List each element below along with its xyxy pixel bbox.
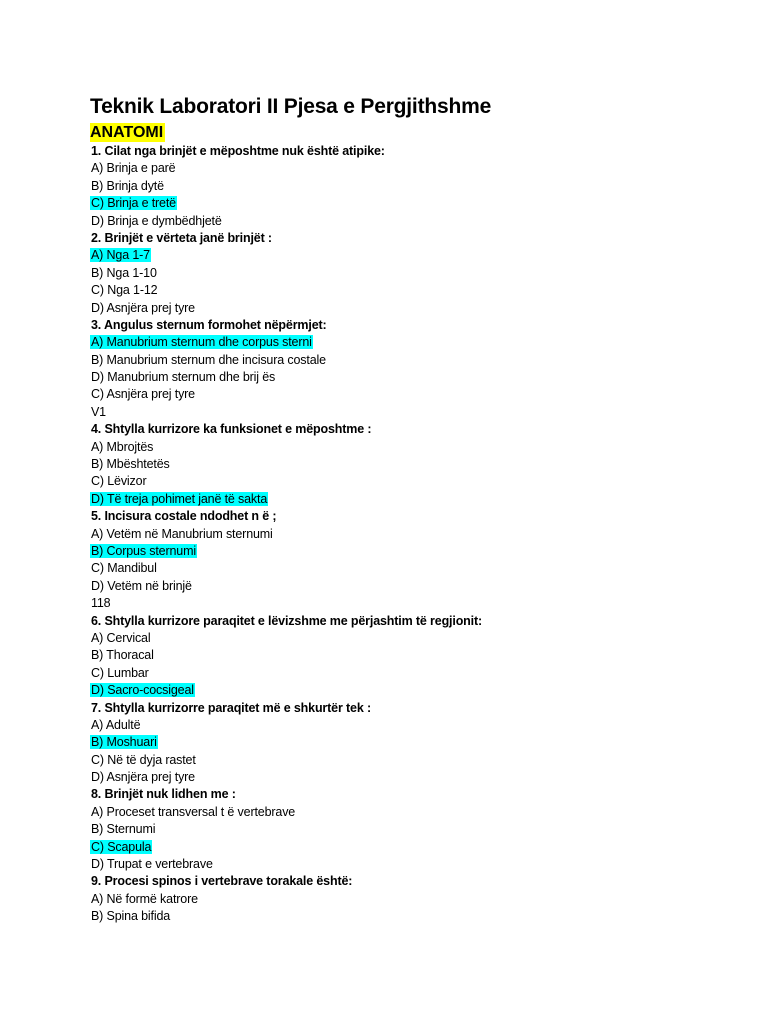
note-line xyxy=(90,404,730,421)
answer-option-text: B) Manubrium sternum dhe incisura costale xyxy=(91,352,326,367)
answer-option-text: A) Brinja e parë xyxy=(91,161,176,176)
question-line xyxy=(90,317,730,334)
answer-option xyxy=(90,369,730,386)
answer-option-highlighted xyxy=(90,682,730,699)
answer-option-highlighted xyxy=(90,247,730,264)
question-line-text: 7. Shtylla kurrizorre paraqitet më e shkurtër tek : xyxy=(91,700,371,715)
answer-option xyxy=(90,352,730,369)
answer-option xyxy=(90,456,730,473)
answer-option-text: B) Nga 1-10 xyxy=(91,265,157,280)
answer-option xyxy=(90,769,730,786)
answer-option xyxy=(90,856,730,873)
answer-option-highlighted-text: C) Scapula xyxy=(91,839,152,854)
document-title: Teknik Laboratori II Pjesa e Pergjithshme xyxy=(90,95,492,118)
answer-option xyxy=(90,473,730,490)
answer-option-text: B) Sternumi xyxy=(91,822,156,837)
question-line-text: 5. Incisura costale ndodhet n ë ; xyxy=(91,509,277,524)
answer-option-highlighted-text: D) Sacro-cocsigeal xyxy=(91,683,194,698)
question-line xyxy=(90,786,730,803)
answer-option xyxy=(90,386,730,403)
answer-option-text: D) Brinja e dymbëdhjetë xyxy=(91,213,222,228)
question-line-text: 2. Brinjët e vërteta janë brinjët : xyxy=(91,230,272,245)
answer-option-text: D) Trupat e vertebrave xyxy=(91,857,213,872)
answer-option-text: A) Në formë katrore xyxy=(91,891,198,906)
answer-option-text: B) Thoracal xyxy=(91,648,154,663)
question-line xyxy=(90,700,730,717)
document-page xyxy=(90,94,730,926)
answer-option xyxy=(90,160,730,177)
answer-option xyxy=(90,578,730,595)
answer-option-highlighted-text: B) Corpus sternumi xyxy=(91,543,196,558)
answer-option-text: C) Nga 1-12 xyxy=(91,283,158,298)
question-line xyxy=(90,508,730,525)
answer-option-text: C) Asnjëra prej tyre xyxy=(91,387,195,402)
answer-option xyxy=(90,908,730,925)
question-line-text: 4. Shtylla kurrizore ka funksionet e mëposhtme : xyxy=(91,422,372,437)
answer-option xyxy=(90,560,730,577)
answer-option-highlighted-text: B) Moshuari xyxy=(91,735,157,750)
question-line-text: 6. Shtylla kurrizore paraqitet e lëvizshme me përjashtim të regjionit: xyxy=(91,613,483,628)
note-line xyxy=(90,595,730,612)
answer-option-text: C) Në të dyja rastet xyxy=(91,752,196,767)
answer-option-text: C) Lëvizor xyxy=(91,474,147,489)
answer-option xyxy=(90,821,730,838)
answer-option xyxy=(90,300,730,317)
answer-option-text: C) Mandibul xyxy=(91,561,157,576)
answer-option xyxy=(90,178,730,195)
answer-option xyxy=(90,752,730,769)
question-line xyxy=(90,143,730,160)
answer-option-text: A) Adultë xyxy=(91,717,141,732)
answer-option-highlighted xyxy=(90,491,730,508)
note-line-text: 118 xyxy=(91,596,111,611)
answer-option-text: A) Vetëm në Manubrium sternumi xyxy=(91,526,273,541)
answer-option-highlighted-text: A) Manubrium sternum dhe corpus sterni xyxy=(91,335,312,350)
question-line xyxy=(90,421,730,438)
answer-option-text: D) Asnjëra prej tyre xyxy=(91,300,195,315)
answer-option-text: B) Brinja dytë xyxy=(91,178,164,193)
answer-option xyxy=(90,665,730,682)
answer-option-text: D) Manubrium sternum dhe brij ës xyxy=(91,370,276,385)
question-line-text: 3. Angulus sternum formohet nëpërmjet: xyxy=(91,317,327,332)
answer-option-highlighted-text: A) Nga 1-7 xyxy=(91,248,150,263)
answer-option xyxy=(90,265,730,282)
question-line xyxy=(90,613,730,630)
answer-option xyxy=(90,630,730,647)
answer-option xyxy=(90,647,730,664)
answer-option-text: B) Spina bifida xyxy=(91,909,171,924)
answer-option-highlighted xyxy=(90,734,730,751)
question-list xyxy=(90,143,730,926)
answer-option-highlighted xyxy=(90,839,730,856)
answer-option-text: C) Lumbar xyxy=(91,665,149,680)
note-line-text: V1 xyxy=(91,404,106,419)
answer-option xyxy=(90,717,730,734)
answer-option-text: A) Cervical xyxy=(91,630,151,645)
question-line-text: 8. Brinjët nuk lidhen me : xyxy=(91,787,236,802)
answer-option-text: D) Vetëm në brinjë xyxy=(91,578,192,593)
answer-option-highlighted xyxy=(90,334,730,351)
answer-option-text: B) Mbështetës xyxy=(91,457,170,472)
answer-option-text: A) Mbrojtës xyxy=(91,439,154,454)
answer-option xyxy=(90,804,730,821)
answer-option xyxy=(90,891,730,908)
answer-option xyxy=(90,282,730,299)
section-title-anatomi: ANATOMI xyxy=(90,124,164,141)
question-line-text: 9. Procesi spinos i vertebrave torakale është: xyxy=(91,874,353,889)
answer-option xyxy=(90,526,730,543)
answer-option-highlighted-text: C) Brinja e tretë xyxy=(91,196,176,211)
question-line xyxy=(90,230,730,247)
answer-option-text: D) Asnjëra prej tyre xyxy=(91,770,195,785)
answer-option-highlighted xyxy=(90,195,730,212)
answer-option-text: A) Proceset transversal t ë vertebrave xyxy=(91,804,296,819)
question-line-text: 1. Cilat nga brinjët e mëposhtme nuk është atipike: xyxy=(91,144,385,158)
question-line xyxy=(90,873,730,890)
answer-option xyxy=(90,213,730,230)
answer-option-highlighted-text: D) Të treja pohimet janë të sakta xyxy=(91,491,268,506)
answer-option xyxy=(90,439,730,456)
answer-option-highlighted xyxy=(90,543,730,560)
